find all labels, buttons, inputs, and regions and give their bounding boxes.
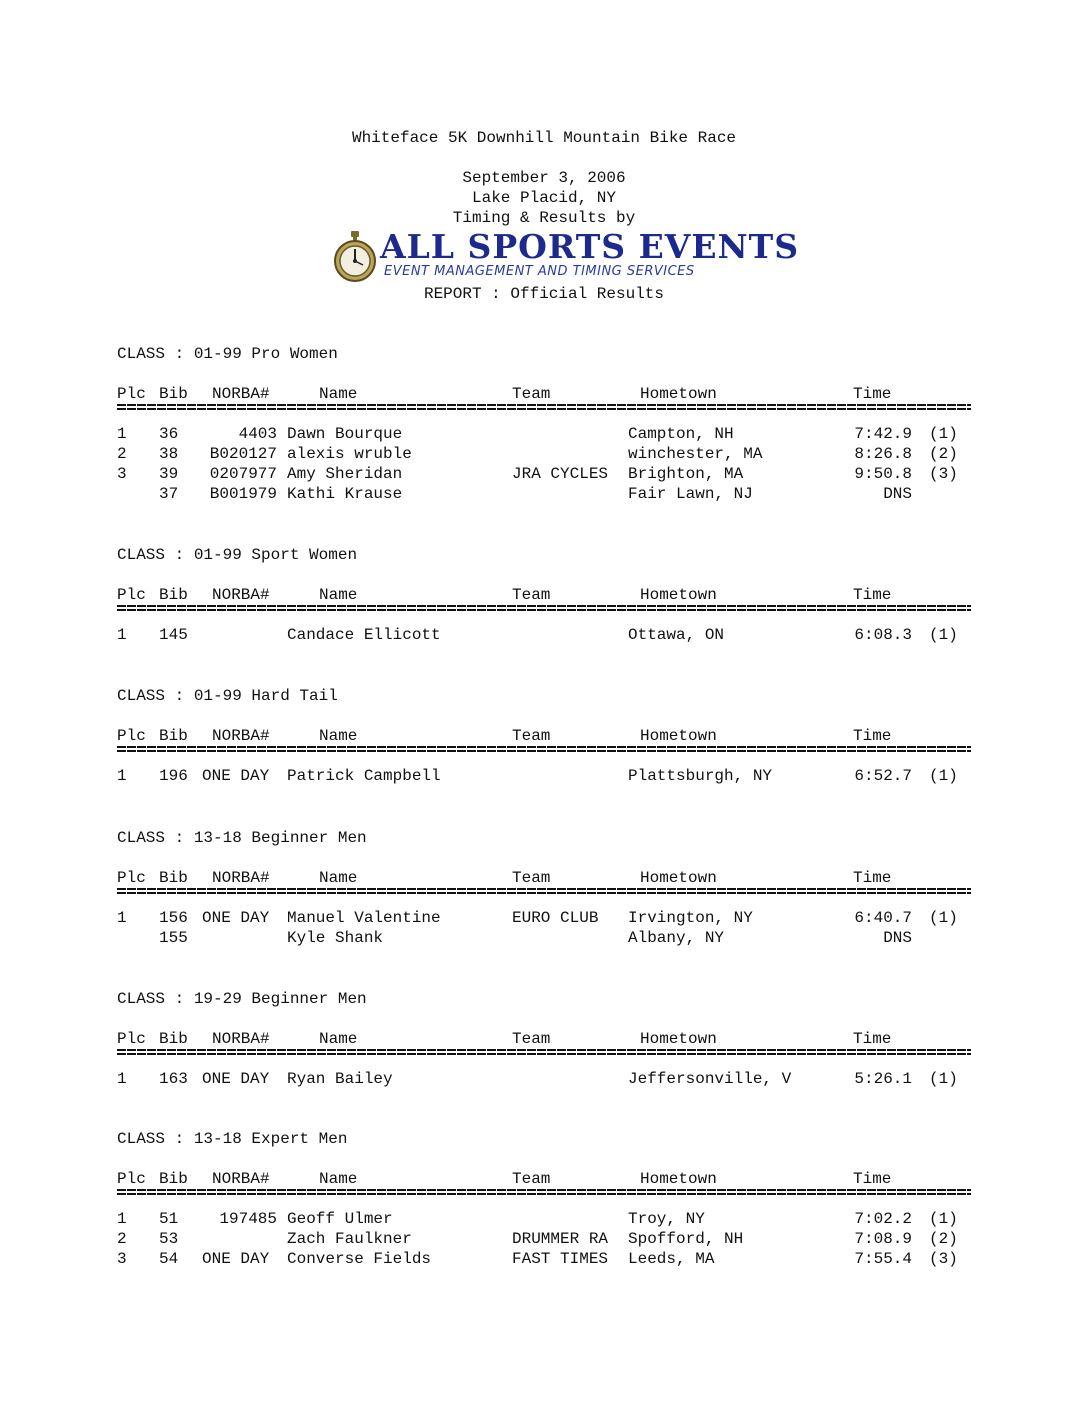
column-header-time: Time [853,385,892,403]
column-header-bib: Bib [159,586,188,604]
cell-bib: 163 [159,1070,188,1088]
cell-bib: 54 [159,1250,179,1268]
cell-time: 9:50.8 [854,465,912,483]
column-header-time: Time [853,727,892,745]
column-header-bib: Bib [159,869,188,887]
column-header-norba: NORBA# [212,1170,270,1188]
cell-norba: 0207977 [209,465,277,483]
cell-rank: (1) [929,1210,958,1228]
column-header-norba: NORBA# [212,869,270,887]
table-row [117,929,977,949]
cell-time: DNS [883,485,912,503]
cell-hometown: Plattsburgh, NY [628,767,773,785]
column-header-hometown: Hometown [640,1170,717,1188]
column-header-bib: Bib [159,1170,188,1188]
column-header-plc: Plc [117,586,146,604]
cell-norba: B001979 [209,485,277,503]
result-rows [117,909,977,949]
cell-plc: 2 [117,1230,127,1248]
brand-name: ALL SPORTS EVENTS [380,227,800,266]
column-header-time: Time [853,1170,892,1188]
cell-plc: 1 [117,909,127,927]
column-header-bib: Bib [159,385,188,403]
class-heading: CLASS : 19-29 Beginner Men [117,990,367,1008]
cell-time: 6:52.7 [854,767,912,785]
column-header-row [117,727,977,747]
cell-norba: ONE DAY [202,909,270,927]
cell-time: DNS [883,929,912,947]
column-header-name: Name [319,869,358,887]
cell-name: Kyle Shank [287,929,384,947]
cell-name: Amy Sheridan [287,465,403,483]
race-location: Lake Placid, NY [471,189,617,207]
cell-norba: ONE DAY [202,1250,270,1268]
cell-name: Manuel Valentine [287,909,441,927]
cell-name: Dawn Bourque [287,425,403,443]
header-divider [117,1189,971,1195]
header-divider [117,746,971,752]
column-header-name: Name [319,385,358,403]
column-header-row [117,586,977,606]
cell-name: Converse Fields [287,1250,432,1268]
cell-hometown: Spofford, NH [628,1230,744,1248]
report-line: REPORT : Official Results [423,285,665,303]
cell-team: FAST TIMES [512,1250,609,1268]
cell-time: 7:08.9 [854,1230,912,1248]
cell-team: EURO CLUB [512,909,599,927]
class-heading: CLASS : 01-99 Hard Tail [117,687,338,705]
column-header-name: Name [319,1170,358,1188]
column-header-team: Team [512,586,551,604]
cell-hometown: Irvington, NY [628,909,753,927]
cell-time: 6:40.7 [854,909,912,927]
cell-norba: 4403 [238,425,277,443]
table-row [117,767,977,787]
column-header-name: Name [319,1030,358,1048]
column-header-norba: NORBA# [212,385,270,403]
cell-team: JRA CYCLES [512,465,609,483]
header-divider [117,605,971,611]
cell-rank: (1) [929,425,958,443]
cell-plc: 1 [117,626,127,644]
table-row [117,485,977,505]
column-header-norba: NORBA# [212,586,270,604]
column-header-row [117,1030,977,1050]
result-rows [117,767,977,787]
class-heading: CLASS : 01-99 Sport Women [117,546,358,564]
cell-time: 8:26.8 [854,445,912,463]
cell-norba: 197485 [219,1210,277,1228]
race-title: Whiteface 5K Downhill Mountain Bike Race [351,129,737,147]
class-heading: CLASS : 01-99 Pro Women [117,345,338,363]
cell-bib: 51 [159,1210,179,1228]
cell-hometown: winchester, MA [628,445,763,463]
cell-name: alexis wruble [287,445,412,463]
cell-team: DRUMMER RA [512,1230,609,1248]
column-header-hometown: Hometown [640,727,717,745]
cell-rank: (3) [929,465,958,483]
column-header-time: Time [853,1030,892,1048]
cell-bib: 37 [159,485,179,503]
cell-name: Ryan Bailey [287,1070,393,1088]
cell-plc: 2 [117,445,127,463]
column-header-row [117,869,977,889]
cell-hometown: Brighton, MA [628,465,744,483]
class-heading: CLASS : 13-18 Expert Men [117,1130,348,1148]
cell-hometown: Leeds, MA [628,1250,715,1268]
column-header-hometown: Hometown [640,869,717,887]
column-header-plc: Plc [117,385,146,403]
column-header-plc: Plc [117,1030,146,1048]
cell-hometown: Ottawa, ON [628,626,725,644]
cell-name: Zach Faulkner [287,1230,412,1248]
cell-hometown: Jeffersonville, V [628,1070,792,1088]
table-row [117,626,977,646]
stopwatch-icon [332,231,378,283]
cell-plc: 3 [117,465,127,483]
table-row [117,1230,977,1250]
cell-hometown: Fair Lawn, NJ [628,485,753,503]
cell-time: 7:42.9 [854,425,912,443]
column-header-norba: NORBA# [212,1030,270,1048]
column-header-team: Team [512,1030,551,1048]
cell-name: Patrick Campbell [287,767,441,785]
cell-bib: 196 [159,767,188,785]
cell-bib: 156 [159,909,188,927]
column-header-hometown: Hometown [640,385,717,403]
cell-time: 7:55.4 [854,1250,912,1268]
cell-rank: (1) [929,909,958,927]
cell-plc: 1 [117,1210,127,1228]
cell-rank: (1) [929,767,958,785]
table-row [117,1250,977,1270]
cell-plc: 3 [117,1250,127,1268]
cell-norba: B020127 [209,445,277,463]
cell-bib: 145 [159,626,188,644]
cell-name: Kathi Krause [287,485,403,503]
result-rows [117,626,977,646]
table-row [117,1210,977,1230]
column-header-team: Team [512,1170,551,1188]
cell-hometown: Troy, NY [628,1210,705,1228]
cell-rank: (3) [929,1250,958,1268]
result-rows [117,1210,977,1270]
column-header-norba: NORBA# [212,727,270,745]
cell-bib: 38 [159,445,179,463]
column-header-team: Team [512,385,551,403]
header-divider [117,888,971,894]
cell-norba: ONE DAY [202,1070,270,1088]
column-header-plc: Plc [117,1170,146,1188]
column-header-row [117,385,977,405]
table-row [117,445,977,465]
cell-bib: 53 [159,1230,179,1248]
class-heading: CLASS : 13-18 Beginner Men [117,829,367,847]
cell-bib: 39 [159,465,179,483]
race-date: September 3, 2006 [462,169,626,187]
column-header-hometown: Hometown [640,586,717,604]
table-row [117,425,977,445]
cell-hometown: Albany, NY [628,929,725,947]
cell-time: 5:26.1 [854,1070,912,1088]
table-row [117,465,977,485]
result-rows [117,1070,977,1090]
cell-bib: 36 [159,425,179,443]
cell-plc: 1 [117,1070,127,1088]
header-divider [117,404,971,410]
cell-time: 7:02.2 [854,1210,912,1228]
cell-plc: 1 [117,767,127,785]
cell-norba: ONE DAY [202,767,270,785]
cell-hometown: Campton, NH [628,425,734,443]
cell-rank: (2) [929,445,958,463]
column-header-team: Team [512,727,551,745]
timing-by: Timing & Results by [452,209,636,227]
brand-tagline: EVENT MANAGEMENT AND TIMING SERVICES [384,264,695,279]
header-divider [117,1049,971,1055]
column-header-hometown: Hometown [640,1030,717,1048]
cell-plc: 1 [117,425,127,443]
column-header-team: Team [512,869,551,887]
cell-rank: (1) [929,626,958,644]
cell-time: 6:08.3 [854,626,912,644]
table-row [117,1070,977,1090]
column-header-time: Time [853,869,892,887]
table-row [117,909,977,929]
cell-rank: (2) [929,1230,958,1248]
cell-name: Geoff Ulmer [287,1210,393,1228]
column-header-name: Name [319,586,358,604]
column-header-bib: Bib [159,1030,188,1048]
column-header-name: Name [319,727,358,745]
column-header-time: Time [853,586,892,604]
column-header-plc: Plc [117,727,146,745]
result-rows [117,425,977,505]
column-header-plc: Plc [117,869,146,887]
column-header-bib: Bib [159,727,188,745]
column-header-row [117,1170,977,1190]
cell-bib: 155 [159,929,188,947]
cell-name: Candace Ellicott [287,626,441,644]
all-sports-events-logo [332,227,800,283]
cell-rank: (1) [929,1070,958,1088]
